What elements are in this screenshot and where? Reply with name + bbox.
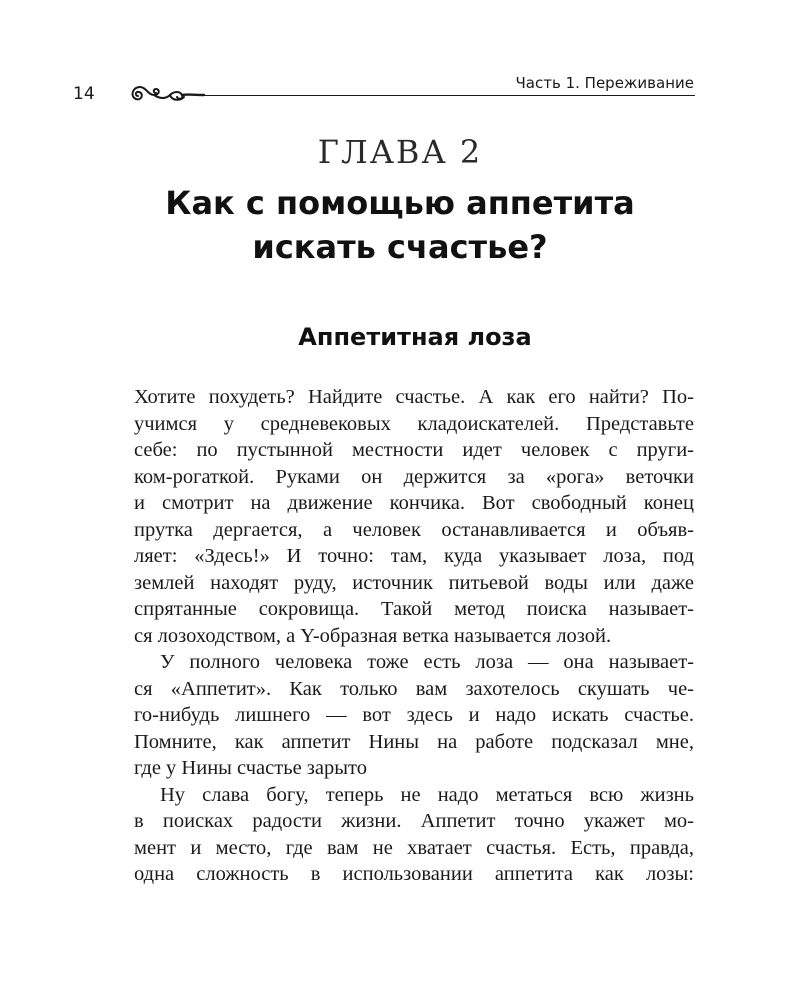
section-heading: Аппетитная лоза bbox=[298, 323, 532, 351]
paragraph-line: спрятанные сокровища. Такой метод поиска называет- bbox=[134, 598, 694, 620]
running-head: Часть 1. Переживание bbox=[515, 74, 694, 92]
header-rule bbox=[200, 95, 695, 96]
flourish-ornament-icon bbox=[126, 81, 206, 107]
paragraph-line: учимся у средневековых кладоискателей. Представьте bbox=[134, 412, 694, 435]
body-text bbox=[134, 384, 694, 888]
paragraph-line: прутка дергается, а человек останавливается и объяв- bbox=[134, 518, 694, 541]
paragraph-line: Помните, как аппетит Нины на работе подсказал мне, bbox=[134, 730, 694, 753]
paragraph-line: себе: по пустынной местности идет человек с пруги- bbox=[134, 439, 694, 461]
chapter-title bbox=[0, 181, 800, 269]
chapter-label: ГЛАВА 2 bbox=[317, 133, 483, 171]
paragraph-line: и смотрит на движение кончика. Вот свободный конец bbox=[134, 492, 694, 514]
paragraph-line: ся «Аппетит». Как только вам захотелось скушать че- bbox=[134, 677, 694, 700]
paragraph-line: ся лозоходством, а Y-образная ветка называется лозой. bbox=[134, 624, 612, 647]
chapter-title-line: искать счастье? bbox=[252, 228, 548, 266]
paragraph-line: ляет: «Здесь!» И точно: там, куда указывает лоза, под bbox=[134, 545, 694, 567]
paragraph-line: У полного человека тоже есть лоза — она называет- bbox=[160, 651, 694, 673]
paragraph-line: го-нибудь лишнего — вот здесь и надо искать счастье. bbox=[134, 704, 694, 726]
paragraph-line: мент и место, где вам не хватает счастья. Есть, правда, bbox=[134, 836, 694, 859]
paragraph-line: одна сложность в использовании аппетита как лозы: bbox=[134, 863, 694, 885]
paragraph-line: в поисках радости жизни. Аппетит точно укажет мо- bbox=[134, 810, 694, 832]
paragraph-line: землей находят руду, источник питьевой воды или даже bbox=[134, 571, 694, 594]
chapter-title-line: Как с помощью аппетита bbox=[165, 184, 635, 222]
page-number: 14 bbox=[73, 84, 95, 104]
paragraph-line: где у Нины счастье зарыто bbox=[134, 757, 367, 779]
paragraph-line: Ну слава богу, теперь не надо метаться всю жизнь bbox=[160, 783, 694, 806]
paragraph-line: ком-рогаткой. Руками он держится за «рога» веточки bbox=[134, 465, 694, 488]
paragraph-line: Хотите похудеть? Найдите счастье. А как его найти? По- bbox=[134, 386, 694, 408]
